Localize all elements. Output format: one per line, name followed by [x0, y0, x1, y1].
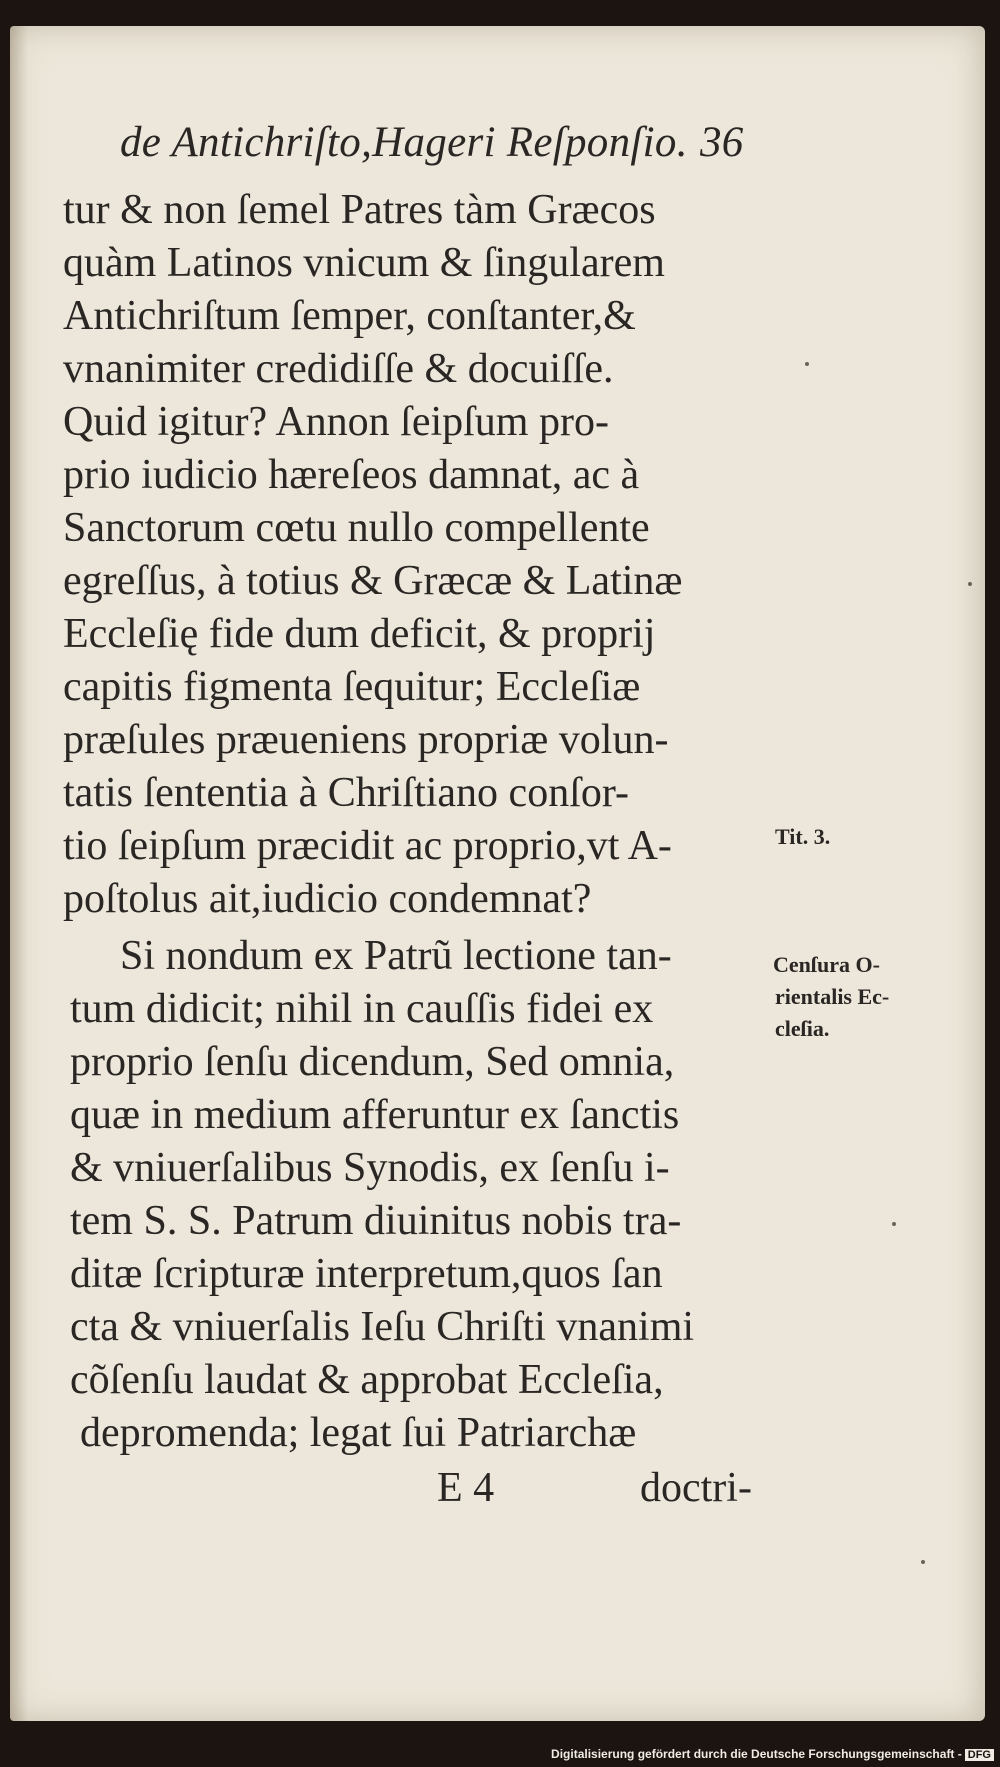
text-line: ditæ ſcripturæ interpretum,quos ſan: [70, 1251, 663, 1297]
text-line: prio iudicio hæreſeos damnat, ac à: [63, 452, 640, 498]
page-number: 36: [700, 119, 744, 166]
dfg-logo: DFG: [965, 1749, 994, 1761]
text-line: quàm Latinos vnicum & ſingularem: [63, 240, 665, 286]
signature-mark: E 4: [437, 1465, 495, 1511]
catchword: doctri-: [640, 1465, 752, 1511]
paper-speck: [921, 1560, 925, 1564]
text-line: capitis figmenta ſequitur; Eccleſiæ: [63, 664, 641, 710]
text-line: Sanctorum cœtu nullo compellente: [63, 505, 650, 551]
text-line: tatis ſententia à Chriſtiano conſor-: [63, 770, 629, 816]
text-line: & vniuerſalibus Synodis, ex ſenſu i-: [70, 1145, 670, 1191]
text-line: Antichriſtum ſemper, conſtanter,&: [63, 293, 636, 339]
credit-text: Digitalisierung gefördert durch die Deutsche Forschungsgemeinschaft -: [551, 1747, 962, 1761]
margin-note-tit: Tit. 3.: [775, 824, 831, 849]
text-line: proprio ſenſu dicendum, Sed omnia,: [70, 1039, 675, 1085]
text-line: quæ in medium afferuntur ex ſanctis: [70, 1092, 680, 1138]
paper-speck: [968, 582, 972, 586]
text-line: tem S. S. Patrum diuinitus nobis tra-: [70, 1198, 682, 1244]
text-line: cõſenſu laudat & approbat Eccleſia,: [70, 1357, 664, 1403]
text-line: tum didicit; nihil in cauſſis fidei ex: [70, 986, 654, 1032]
margin-note-line: rientalis Ec-: [775, 984, 890, 1009]
text-line: præſules præueniens propriæ volun-: [63, 717, 669, 763]
margin-note-line: cleſia.: [775, 1016, 830, 1041]
running-title: de Antichriſto,Hageri Reſponſio.: [120, 119, 688, 166]
paper-speck: [805, 362, 809, 366]
text-line: egreſſus, à totius & Græcæ & Latinæ: [63, 558, 683, 604]
paper-speck: [892, 1222, 896, 1226]
text-line: tur & non ſemel Patres tàm Græcos: [63, 187, 656, 233]
text-line: Quid igitur? Annon ſeipſum pro-: [63, 399, 609, 445]
text-line: tio ſeipſum præcidit ac proprio,vt A-: [63, 823, 672, 869]
text-line: Si nondum ex Patrũ lectione tan-: [120, 933, 672, 979]
margin-note-line: Cenſura O-: [773, 952, 880, 977]
text-line: poſtolus ait,iudicio condemnat?: [63, 876, 592, 922]
digitization-credit: [551, 1747, 994, 1761]
text-line: depromenda; legat ſui Patriarchæ: [80, 1410, 637, 1456]
text-line: Eccleſię fide dum deficit, & proprij: [63, 611, 656, 657]
text-line: vnanimiter credidiſſe & docuiſſe.: [63, 346, 614, 392]
text-line: cta & vniuerſalis Ieſu Chriſti vnanimi: [70, 1304, 695, 1350]
